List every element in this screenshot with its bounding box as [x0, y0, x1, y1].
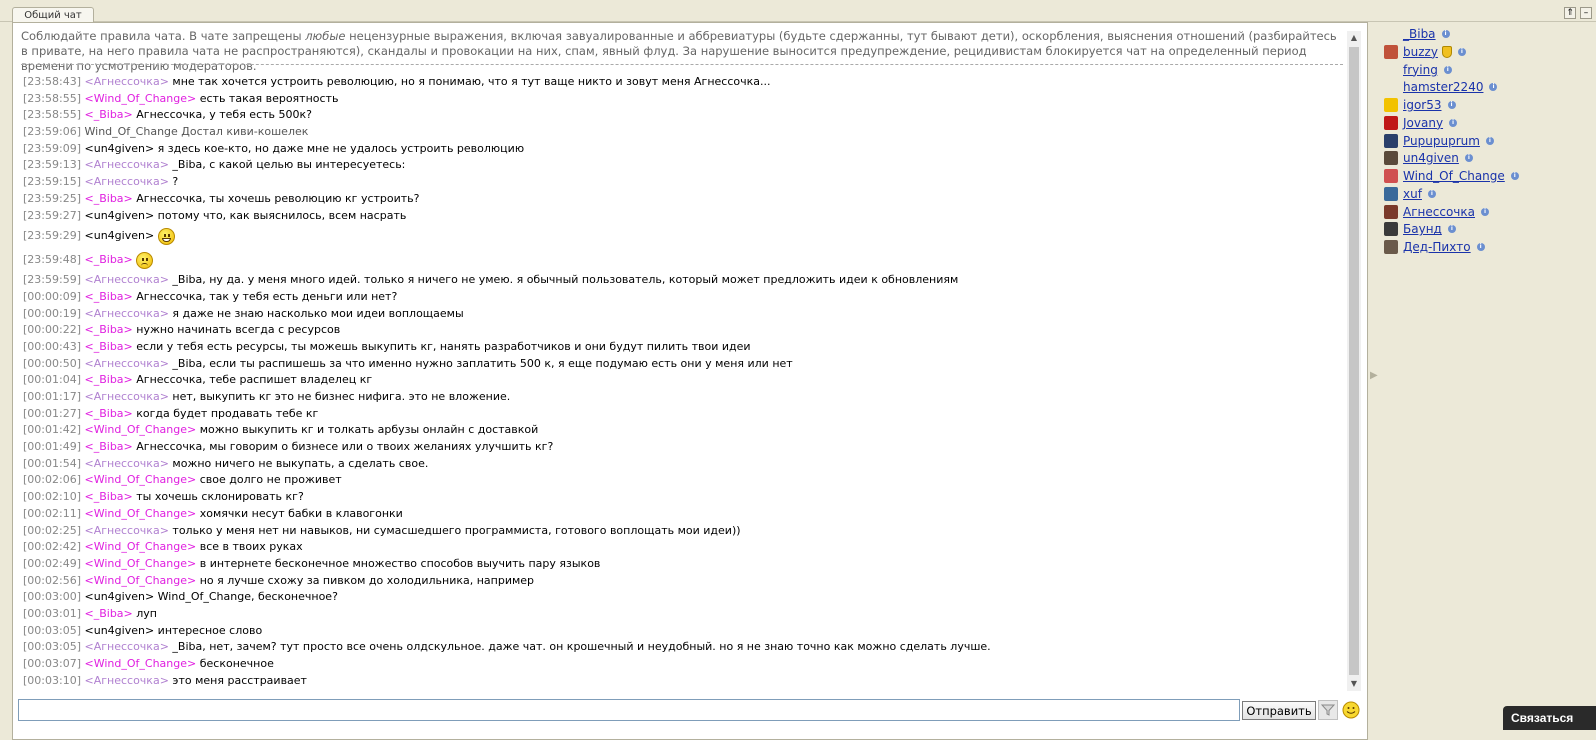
message-time: [00:00:19]: [23, 306, 81, 320]
user-avatar: [1384, 187, 1398, 201]
window-controls: [1564, 7, 1592, 21]
user-list-item: [1384, 62, 1452, 78]
message-nick[interactable]: <_Biba>: [84, 406, 133, 420]
user-avatar: [1384, 169, 1398, 183]
user-link[interactable]: _Biba: [1403, 27, 1436, 41]
user-list-item: [1384, 79, 1497, 95]
message-nick[interactable]: <Агнессочка>: [84, 456, 169, 470]
chat-message: [23, 107, 1343, 124]
message-text: если у тебя есть ресурсы, ты можешь выкупить кг, нанять разработчиков и они будут пилить твои идеи: [136, 339, 751, 353]
moderator-shield-icon: [1442, 46, 1452, 58]
message-text: я здесь кое-кто, но даже мне не удалось устроить революцию: [157, 141, 525, 155]
user-link[interactable]: Агнессочка: [1403, 204, 1475, 219]
chat-message: [23, 556, 1343, 573]
top-bar: [0, 0, 1596, 22]
rules-text: Соблюдайте правила чата. В чате запрещены: [21, 29, 306, 43]
message-nick[interactable]: <Агнессочка>: [84, 640, 169, 654]
message-text: луп: [136, 606, 157, 620]
message-nick[interactable]: <un4given>: [84, 208, 155, 222]
chat-message: [23, 439, 1343, 456]
message-nick[interactable]: <_Biba>: [84, 490, 133, 504]
chat-message: [23, 91, 1343, 108]
scroll-thumb[interactable]: [1349, 47, 1359, 675]
chat-message: [23, 174, 1343, 191]
chat-message: [23, 289, 1343, 306]
message-nick[interactable]: <_Biba>: [84, 108, 133, 122]
user-avatar: [1384, 116, 1398, 130]
minimize-button[interactable]: –: [1580, 7, 1592, 19]
user-info-icon[interactable]: i: [1481, 208, 1489, 216]
message-time: [00:02:25]: [23, 523, 81, 537]
chat-message: [23, 539, 1343, 556]
message-time: [00:01:42]: [23, 423, 81, 437]
message-nick[interactable]: <Wind_Of_Change>: [84, 556, 197, 570]
chat-message: [23, 208, 1343, 225]
chat-message: [23, 656, 1343, 673]
chat-message: [23, 472, 1343, 489]
message-text: хомячки несут бабки в клавогонки: [199, 506, 403, 520]
message-time: [23:59:25]: [23, 191, 81, 205]
message-text: _Biba, ну да. у меня много идей. только я ничего не умею. я обычный пользователь, который может предложить идеи к обновлениям: [172, 273, 959, 287]
user-info-icon[interactable]: i: [1444, 66, 1452, 74]
message-text: я даже не знаю насколько мои идеи воплощаемы: [172, 306, 464, 320]
message-time: [23:58:43]: [23, 75, 81, 88]
restore-button[interactable]: ⇑: [1564, 7, 1576, 19]
message-time: [00:00:09]: [23, 289, 81, 303]
chat-message: [23, 141, 1343, 158]
message-text: бесконечное: [199, 657, 274, 670]
user-info-icon[interactable]: i: [1448, 101, 1456, 109]
message-time: [00:02:11]: [23, 506, 81, 520]
message-time: [00:01:04]: [23, 373, 81, 387]
user-avatar: [1384, 27, 1398, 41]
message-nick[interactable]: <_Biba>: [84, 339, 133, 353]
user-link[interactable]: xuf: [1403, 186, 1422, 201]
message-nick[interactable]: <Wind_Of_Change>: [84, 473, 197, 487]
chat-message: [23, 673, 1343, 690]
chat-message: [23, 372, 1343, 389]
user-link[interactable]: Wind_Of_Change: [1403, 169, 1505, 183]
message-nick[interactable]: <Агнессочка>: [84, 306, 169, 320]
user-avatar: [1384, 134, 1398, 148]
message-text: нет, выкупить кг это не бизнес нифига. это не вложение.: [172, 390, 511, 403]
message-text: свое долго не проживет: [199, 473, 342, 487]
message-text: нужно начинать всегда с ресурсов: [136, 323, 341, 337]
user-avatar: [1384, 222, 1398, 236]
user-link[interactable]: Дед-Пихто: [1403, 240, 1471, 254]
message-text: только у меня нет ни навыков, ни сумасшедшего программиста, готового воплощать мои идеи)): [172, 523, 741, 537]
message-text: Wind_Of_Change, бесконечное?: [157, 590, 338, 604]
scroll-down-arrow-icon[interactable]: ▼: [1350, 679, 1358, 688]
user-info-icon[interactable]: i: [1477, 243, 1485, 251]
user-avatar: [1384, 80, 1398, 94]
chat-rules: [21, 29, 1339, 74]
message-time: [23:58:55]: [23, 108, 81, 122]
user-list-item: [1384, 150, 1473, 166]
composer: [18, 699, 1363, 723]
sad-smiley-icon: [136, 252, 153, 269]
chat-panel: [12, 22, 1368, 740]
message-text: но я лучше схожу за пивком до холодильника, например: [199, 573, 535, 587]
panel-splitter[interactable]: [1369, 22, 1379, 740]
filter-icon[interactable]: [1318, 700, 1338, 720]
user-list-item: [1384, 239, 1485, 255]
message-nick[interactable]: <Wind_Of_Change>: [84, 540, 197, 554]
message-time: [00:03:07]: [23, 657, 81, 670]
message-nick[interactable]: Wind_Of_Change: [84, 125, 178, 139]
chat-message: [23, 389, 1343, 406]
message-time: [23:59:09]: [23, 141, 81, 155]
chat-message: [23, 589, 1343, 606]
user-link[interactable]: Jovany: [1403, 115, 1444, 130]
message-text: мне так хочется устроить революцию, но я понимаю, что я тут ваще никто и зовут меня Агнессочка...: [172, 75, 771, 88]
user-list-item: [1384, 44, 1466, 60]
chat-message: [23, 573, 1343, 590]
message-time: [23:59:27]: [23, 208, 81, 222]
message-nick[interactable]: <Wind_Of_Change>: [84, 573, 197, 587]
user-link[interactable]: Pupupuprum: [1403, 133, 1480, 148]
user-list: [1380, 22, 1596, 740]
user-list-item: [1384, 221, 1456, 237]
message-text: можно выкупить кг и толкать арбузы онлайн с доставкой: [199, 423, 539, 437]
user-link[interactable]: un4given: [1403, 151, 1459, 166]
chat-message: [23, 639, 1343, 656]
message-nick[interactable]: <un4given>: [84, 623, 155, 637]
message-text: _Biba, нет, зачем? тут просто все очень олдскульное. даже чат. он крошечный и неудобный. но я не знаю точно как можно сделать лучше.: [172, 640, 991, 654]
message-time: [23:59:06]: [23, 125, 81, 139]
message-text: все в твоих руках: [199, 540, 303, 554]
user-list-item: [1384, 168, 1519, 184]
message-nick[interactable]: <_Biba>: [84, 440, 133, 454]
user-link[interactable]: frying: [1403, 62, 1438, 77]
chat-message: [23, 248, 1343, 272]
message-list: [23, 74, 1343, 694]
smiley-picker-icon[interactable]: [1342, 701, 1360, 719]
tab-general-chat[interactable]: Общий чат: [12, 7, 94, 23]
chat-message: [23, 606, 1343, 623]
message-text: Агнессочка, мы говорим о бизнесе или о твоих желаниях улучшить кг?: [136, 440, 554, 454]
message-nick[interactable]: <Агнессочка>: [84, 158, 169, 172]
chat-message: [23, 406, 1343, 423]
chat-message: [23, 489, 1343, 506]
message-nick[interactable]: <Wind_Of_Change>: [84, 91, 197, 105]
user-info-icon[interactable]: i: [1448, 225, 1456, 233]
message-text: _Biba, с какой целью вы интересуетесь:: [172, 158, 406, 172]
user-info-icon[interactable]: i: [1442, 30, 1450, 38]
user-list-item: [1384, 26, 1450, 42]
user-info-icon[interactable]: i: [1449, 119, 1457, 127]
user-avatar: [1384, 240, 1398, 254]
message-nick[interactable]: <Агнессочка>: [84, 75, 169, 88]
message-nick[interactable]: <_Biba>: [84, 289, 133, 303]
chat-message: [23, 74, 1343, 91]
chat-message: [23, 306, 1343, 323]
message-time: [23:59:29]: [23, 229, 81, 243]
chat-message: [23, 523, 1343, 540]
rules-emphasis: любые: [305, 29, 346, 43]
message-time: [00:02:10]: [23, 490, 81, 504]
message-text: когда будет продавать тебе кг: [136, 406, 319, 420]
message-text: Агнессочка, так у тебя есть деньги или нет?: [136, 289, 398, 303]
message-nick[interactable]: <Агнессочка>: [84, 523, 169, 537]
user-info-icon[interactable]: i: [1465, 154, 1473, 162]
message-text: можно ничего не выкупать, а сделать свое.: [172, 456, 429, 470]
chat-message: [23, 157, 1343, 174]
message-nick[interactable]: <_Biba>: [84, 606, 133, 620]
message-nick[interactable]: <un4given>: [84, 590, 155, 604]
message-text: Агнессочка, ты хочешь революцию кг устроить?: [136, 191, 420, 205]
message-text: потому что, как выяснилось, всем насрать: [157, 208, 407, 222]
chat-message: [23, 322, 1343, 339]
user-avatar: [1384, 205, 1398, 219]
message-nick[interactable]: <Агнессочка>: [84, 175, 169, 189]
scrollbar[interactable]: [1347, 31, 1361, 691]
message-time: [00:02:42]: [23, 540, 81, 554]
user-link[interactable]: buzzy: [1403, 44, 1438, 59]
chat-message: [23, 422, 1343, 439]
message-nick[interactable]: <_Biba>: [84, 253, 133, 267]
message-time: [00:01:27]: [23, 406, 81, 420]
chat-message: [23, 272, 1343, 289]
chat-message: [23, 124, 1343, 141]
message-time: [00:03:10]: [23, 673, 81, 687]
rules-divider: [21, 64, 1343, 65]
message-time: [00:00:22]: [23, 323, 81, 337]
user-info-icon[interactable]: i: [1489, 83, 1497, 91]
user-list-item: [1384, 133, 1494, 149]
message-time: [23:59:15]: [23, 175, 81, 189]
message-nick[interactable]: <un4given>: [84, 229, 155, 243]
message-nick[interactable]: <Агнессочка>: [84, 673, 169, 687]
chat-input[interactable]: [18, 699, 1240, 721]
message-text: Агнессочка, у тебя есть 500к?: [136, 108, 312, 122]
user-avatar: [1384, 63, 1398, 77]
message-text: ?: [172, 175, 179, 189]
message-nick[interactable]: <un4given>: [84, 141, 155, 155]
message-nick[interactable]: <_Biba>: [84, 191, 133, 205]
message-time: [00:02:49]: [23, 556, 81, 570]
user-link[interactable]: hamster2240: [1403, 80, 1484, 95]
user-avatar: [1384, 98, 1398, 112]
chat-message: [23, 456, 1343, 473]
user-list-item: [1384, 115, 1457, 131]
message-nick[interactable]: <Агнессочка>: [84, 273, 169, 287]
user-avatar: [1384, 151, 1398, 165]
user-list-item: [1384, 186, 1436, 202]
chat-message: [23, 224, 1343, 248]
user-list-item: [1384, 97, 1456, 113]
message-nick[interactable]: <Агнессочка>: [84, 390, 169, 403]
message-time: [00:03:05]: [23, 640, 81, 654]
chat-message: [23, 356, 1343, 373]
message-time: [23:59:13]: [23, 158, 81, 172]
user-avatar: [1384, 45, 1398, 59]
chat-message: [23, 623, 1343, 640]
message-time: [23:59:48]: [23, 253, 81, 267]
chat-message: [23, 339, 1343, 356]
send-button[interactable]: Отправить: [1242, 701, 1316, 720]
message-nick[interactable]: <Wind_Of_Change>: [84, 423, 197, 437]
message-text: _Biba, если ты распишешь за что именно нужно заплатить 500 к, я еще подумаю есть они у меня или нет: [172, 356, 793, 370]
message-time: [00:00:43]: [23, 339, 81, 353]
grin-smiley-icon: [158, 228, 175, 245]
message-text: ты хочешь склонировать кг?: [136, 490, 304, 504]
user-info-icon[interactable]: i: [1458, 48, 1466, 56]
user-info-icon[interactable]: i: [1428, 190, 1436, 198]
message-time: [00:00:50]: [23, 356, 81, 370]
message-text: в интернете бесконечное множество способов выучить пару языков: [199, 556, 601, 570]
user-link[interactable]: Баунд: [1403, 222, 1442, 237]
message-time: [00:03:00]: [23, 590, 81, 604]
message-time: [00:03:05]: [23, 623, 81, 637]
message-text: есть такая вероятность: [199, 91, 339, 105]
message-nick[interactable]: <_Biba>: [84, 373, 133, 387]
message-nick[interactable]: <Агнессочка>: [84, 356, 169, 370]
message-time: [00:01:54]: [23, 456, 81, 470]
collapse-arrow-icon[interactable]: ▶: [1370, 370, 1378, 381]
message-time: [00:01:17]: [23, 390, 81, 403]
rules-text: нецензурные выражения, включая завуалированные и аббревиатуры (будьте сдержанны, тут бывают дети), оскорбления, выяснения отношений (разбирайтесь в привате, на него правила чата не распространяются), скандалы и провокации на них, спам, явный флуд. За нарушение выносится предупреждение, рецидивистам блокируется чат на определенный период времени по усмотрению модераторов.: [21, 29, 1337, 73]
message-text: Агнессочка, тебе распишет владелец кг: [136, 373, 373, 387]
message-text: это меня расстраивает: [172, 673, 307, 687]
message-time: [00:02:56]: [23, 573, 81, 587]
user-link[interactable]: igor53: [1403, 98, 1442, 112]
user-list-item: [1384, 204, 1489, 220]
message-text: Достал киви-кошелек: [181, 125, 309, 139]
message-nick[interactable]: <_Biba>: [84, 323, 133, 337]
message-time: [23:58:55]: [23, 91, 81, 105]
chat-message: [23, 191, 1343, 208]
message-time: [23:59:59]: [23, 273, 81, 287]
message-time: [00:03:01]: [23, 606, 81, 620]
message-time: [00:02:06]: [23, 473, 81, 487]
message-text: интересное слово: [157, 623, 263, 637]
user-info-icon[interactable]: i: [1511, 172, 1519, 180]
chat-message: [23, 506, 1343, 523]
message-time: [00:01:49]: [23, 440, 81, 454]
message-nick[interactable]: <Wind_Of_Change>: [84, 506, 197, 520]
user-info-icon[interactable]: i: [1486, 137, 1494, 145]
message-nick[interactable]: <Wind_Of_Change>: [84, 657, 197, 670]
scroll-up-arrow-icon[interactable]: ▲: [1350, 33, 1358, 42]
contact-button[interactable]: Связаться: [1503, 706, 1596, 730]
